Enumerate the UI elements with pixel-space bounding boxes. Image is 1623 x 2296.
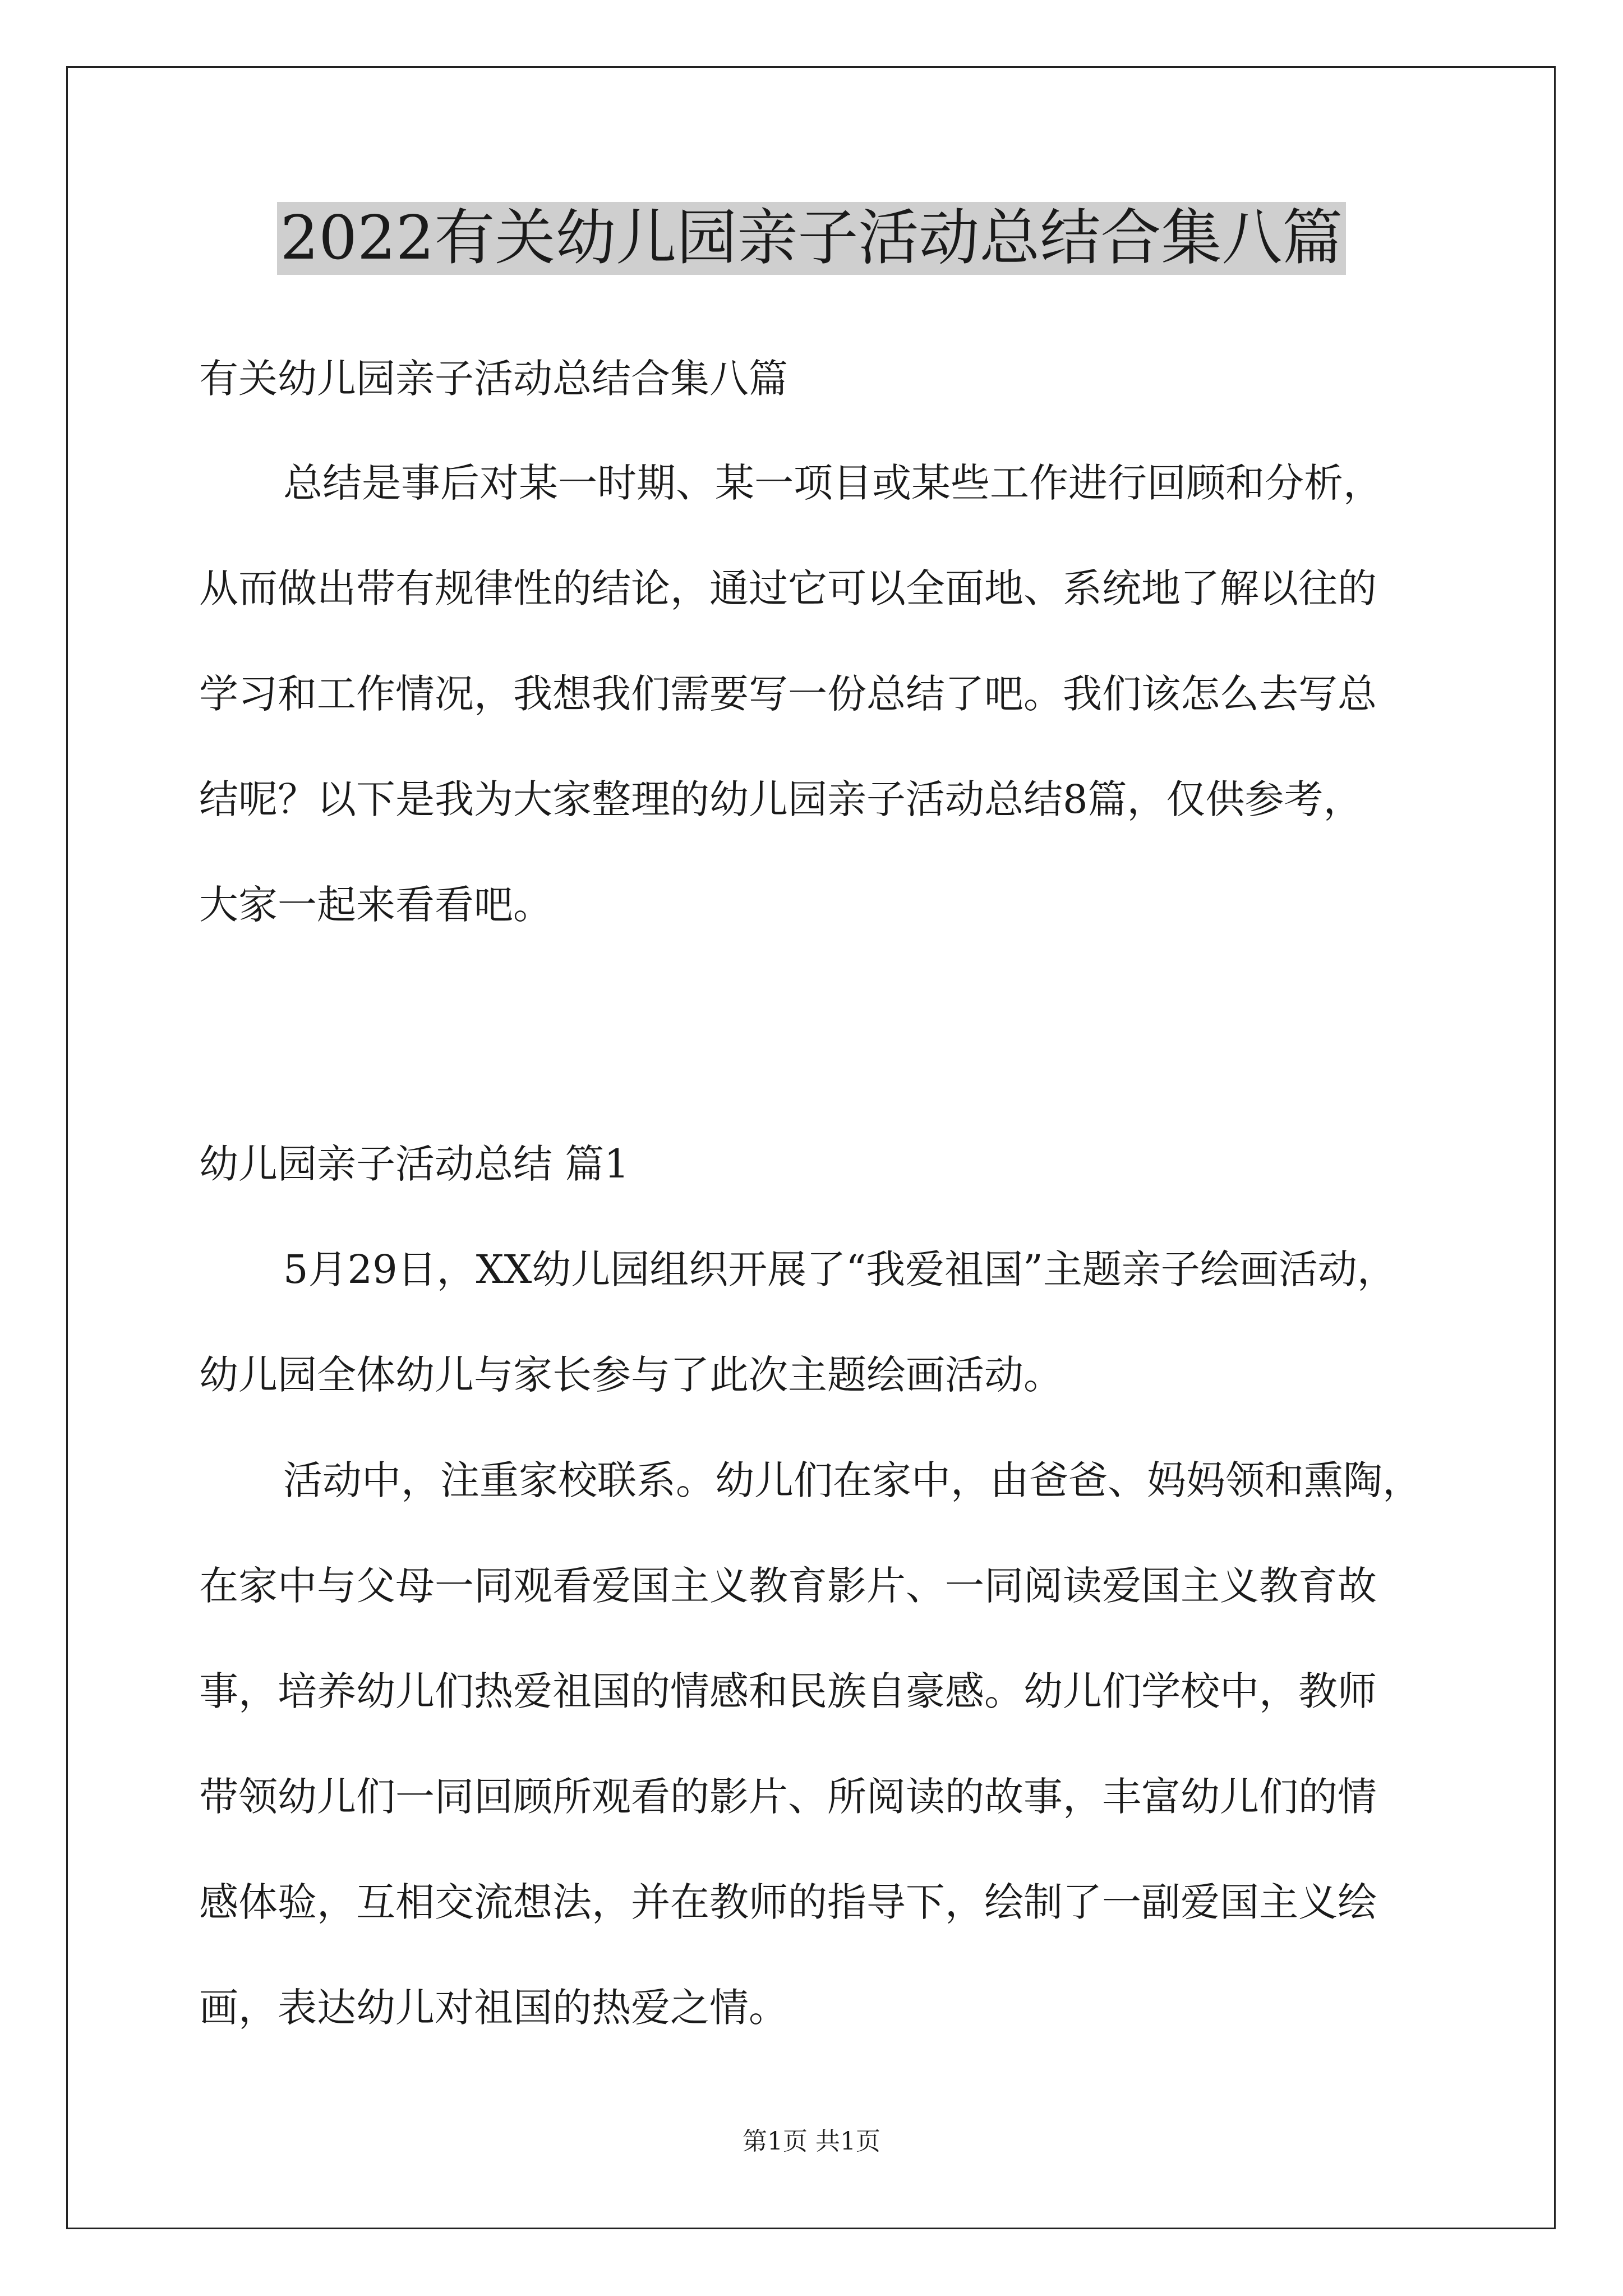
page-footer: 第1页 共1页 xyxy=(743,2127,880,2156)
title-container xyxy=(0,202,1623,275)
paragraph-line: 幼儿园全体幼儿与家长参与了此次主题绘画活动。 xyxy=(199,1352,1063,1398)
intro-line: 总结是事后对某一时期、某一项目或某些工作进行回顾和分析， xyxy=(283,460,1382,506)
subtitle: 有关幼儿园亲子活动总结合集八篇 xyxy=(199,356,788,402)
paragraph-line: 在家中与父母一同观看爱国主义教育影片、一同阅读爱国主义教育故 xyxy=(199,1563,1377,1609)
section-heading: 幼儿园亲子活动总结 篇1 xyxy=(199,1141,629,1187)
paragraph-line: 画，表达幼儿对祖国的热爱之情。 xyxy=(199,1985,788,2031)
intro-line: 学习和工作情况，我想我们需要写一份总结了吧。我们该怎么去写总 xyxy=(199,671,1377,717)
paragraph-line: 活动中，注重家校联系。幼儿们在家中，由爸爸、妈妈领和熏陶， xyxy=(283,1457,1422,1503)
intro-line: 大家一起来看看吧。 xyxy=(199,882,552,928)
paragraph-line: 感体验，互相交流想法，并在教师的指导下，绘制了一副爱国主义绘 xyxy=(199,1879,1377,1925)
intro-line: 从而做出带有规律性的结论，通过它可以全面地、系统地了解以往的 xyxy=(199,565,1377,611)
intro-line: 结呢？以下是我为大家整理的幼儿园亲子活动总结8篇，仅供参考， xyxy=(199,776,1363,822)
document-title: 2022有关幼儿园亲子活动总结合集八篇 xyxy=(277,202,1347,275)
paragraph-line: 事，培养幼儿们热爱祖国的情感和民族自豪感。幼儿们学校中，教师 xyxy=(199,1668,1377,1714)
paragraph-line: 5月29日，XX幼儿园组织开展了“我爱祖国”主题亲子绘画活动， xyxy=(283,1246,1396,1292)
paragraph-line: 带领幼儿们一同回顾所观看的影片、所阅读的故事，丰富幼儿们的情 xyxy=(199,1774,1377,1820)
